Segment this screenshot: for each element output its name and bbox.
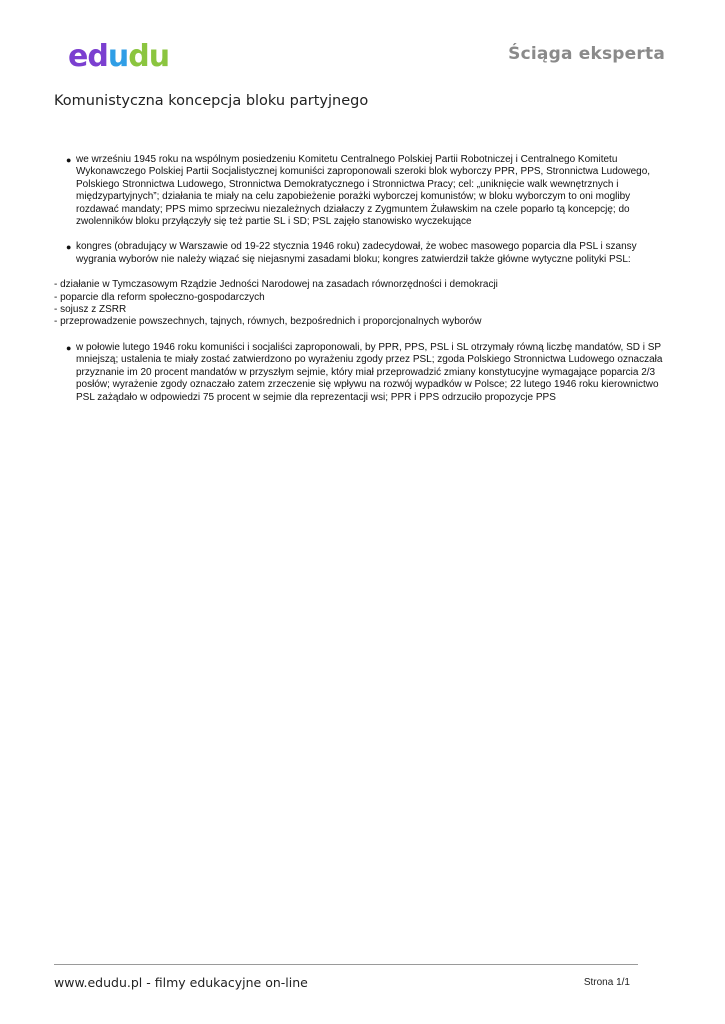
bullet-text: w połowie lutego 1946 roku komuniści i socjaliści zaproponowali, by PPR, PPS, PSL i SL otrzymały równą liczbę mandatów, SD i SP mniejszą; ustalenia te miały zostać zatwierdzono po wyrażeniu zgody przez PSL; zgoda Polskiego Stronnictwa Ludowego oznaczała przyznanie im 20 procent mandatów w przyszłym sejmie, który miał przeprowadzić zmiany konstytucyjne wymagające poparcia 2/3 posłów; wyrażenie zgody oznaczało zatem zrzeczenie się wpływu na rozwój wypadków w Polsce; 22 lutego 1946 roku kierownictwo PSL zażądało w odpowiedzi 75 procent w sejmie dla reprezentacji wsi; PPR i PPS odrzuciło propozycje PPS [76,341,663,403]
brand-tagline: Ściąga eksperta [508,44,665,64]
footer-site-link[interactable]: www.edudu.pl - filmy edukacyjne on-line [54,975,308,990]
bullet-item [54,342,666,404]
list-item: - poparcie dla reform społeczno-gospodarczych [54,291,265,303]
bullet-icon: ● [66,342,72,353]
document-title: Komunistyczna koncepcja bloku partyjnego [54,93,369,109]
bullet-text: we wrześniu 1945 roku na wspólnym posiedzeniu Komitetu Centralnego Polskiej Partii Robotniczej i Centralnego Komitetu Wykonawczego Polskiej Partii Socjalistycznej komuniści zaproponowali szeroki blok wyborczy PPR, PPS, Stronnictwa Ludowego, Polskiego Stronnictwa Ludowego, Stronnictwa Demokratycznego i Stronnictwa Pracy; cel: „uniknięcie walk wewnętrznych i międzypartyjnych”; działania te miały na celu zapobieżenie porażki wyborczej komunistów; w bloku wyborczym to oni mogliby rozdawać mandaty; PPS mimo sprzeciwu niezależnych działaczy z Zygmuntem Żuławskim na czele poparło tą koncepcję; do zwolenników bloku przyłączyły się też partie SL i SD; PSL zajęło stanowisko wyczekujące [76,154,651,228]
page-number: Strona 1/1 [583,977,630,988]
bullet-item [54,154,666,228]
svg-text:edudu [68,39,169,74]
logo-letter: u [107,39,129,74]
bullet-text: kongres (obradujący w Warszawie od 19-22 stycznia 1946 roku) zadecydował, że wobec masowego poparcia dla PSL i szansy wygrania wyborów nie należy wiązać się niejasnymi zasadami bloku; kongres zatwierdził także główne wytyczne polityki PSL: [76,241,637,265]
logo-letter: d [87,39,108,74]
bullet-icon: ● [66,242,72,253]
logo-letter: e [68,39,88,74]
edudu-logo [54,34,194,74]
list-item: - przeprowadzenie powszechnych, tajnych, równych, bezpośrednich i proporcjonalnych wyborów [54,316,482,328]
edudu-logo-graphic [54,34,194,74]
logo-letter: u [148,39,170,74]
logo-letter: d [128,39,149,74]
document-body [54,154,670,404]
policy-list [54,279,670,329]
bullet-icon: ● [66,155,72,165]
list-item: - sojusz z ZSRR [54,304,127,316]
bullet-item [54,241,666,266]
footer-divider [54,964,638,965]
list-item: - działanie w Tymczasowym Rządzie Jedności Narodowej na zasadach równorzędności i demokracji [54,279,498,291]
